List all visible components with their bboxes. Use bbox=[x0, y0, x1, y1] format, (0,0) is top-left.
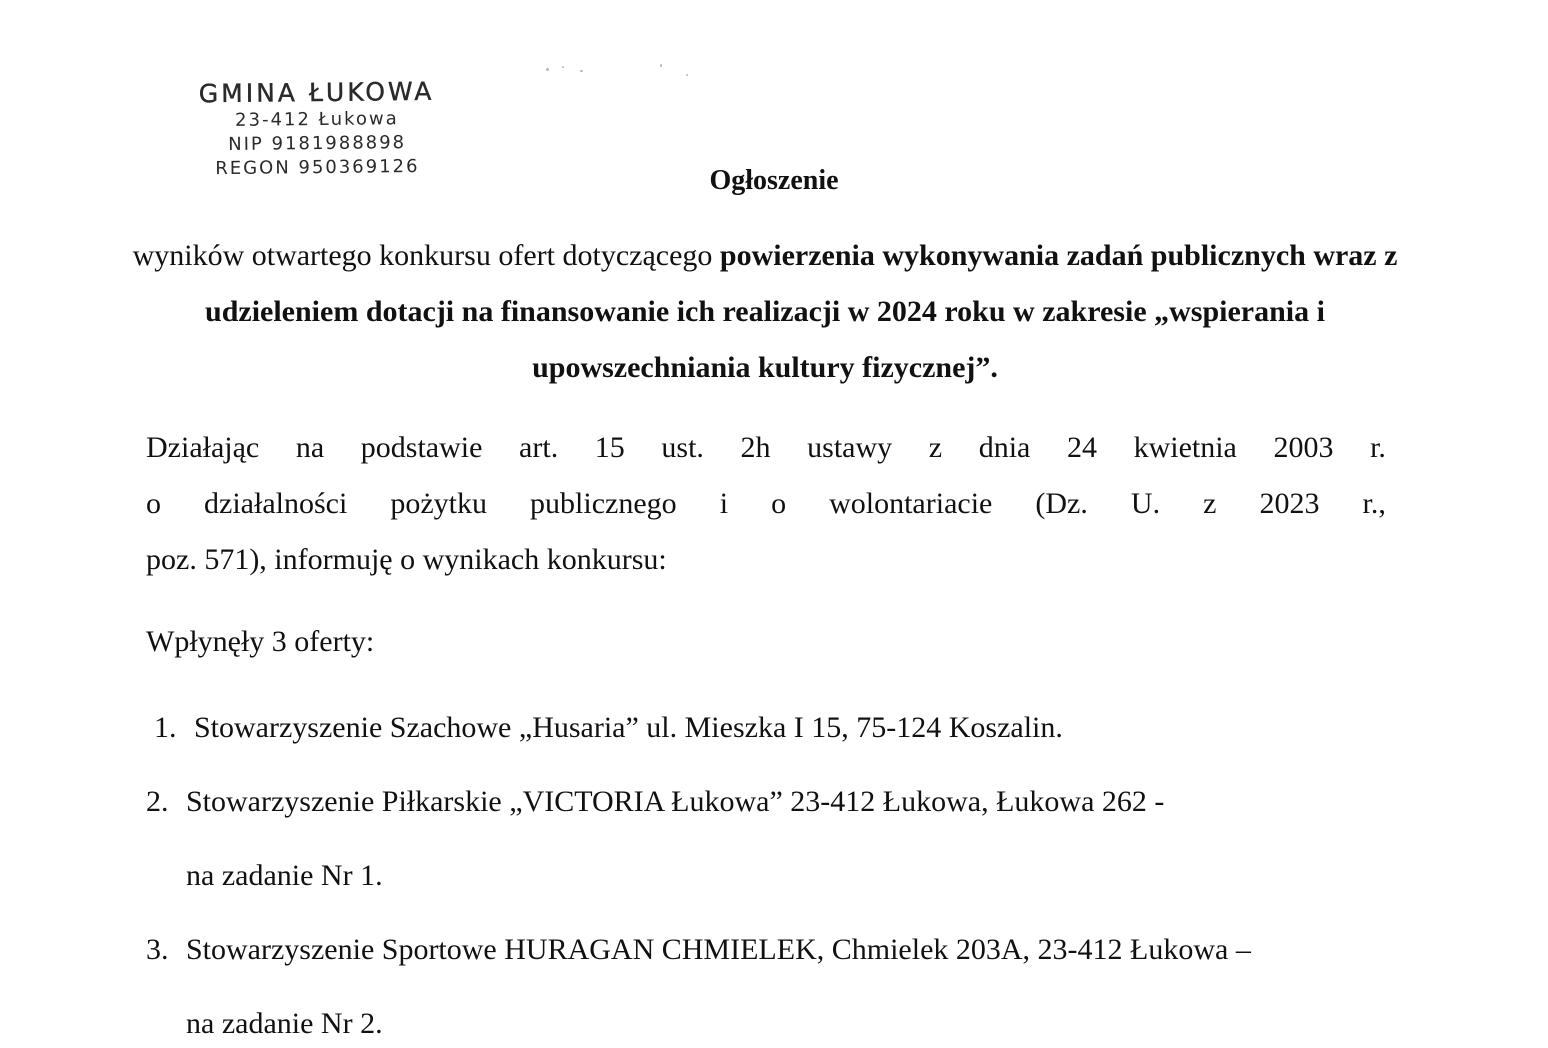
legal-word: o bbox=[771, 487, 787, 520]
legal-word: r. bbox=[1370, 431, 1386, 464]
offer-item-2-continuation: na zadanie Nr 1. bbox=[186, 859, 383, 892]
legal-word: 2003 bbox=[1273, 431, 1334, 464]
legal-word: z bbox=[1203, 487, 1217, 520]
legal-basis-paragraph bbox=[146, 420, 1386, 588]
offer-item-1 bbox=[154, 704, 1063, 752]
legal-word: ust. bbox=[661, 431, 704, 464]
offer-text: Stowarzyszenie Piłkarskie „VICTORIA Łukowa” 23-412 Łukowa, Łukowa 262 - bbox=[186, 785, 1165, 818]
legal-word: publicznego bbox=[530, 487, 677, 520]
legal-word: wolontariacie bbox=[829, 487, 993, 520]
offer-item-3 bbox=[146, 926, 1251, 974]
legal-word: (Dz. bbox=[1035, 487, 1088, 520]
legal-word: r., bbox=[1362, 487, 1386, 520]
legal-basis-line-1 bbox=[146, 420, 1386, 476]
subject-bold-text: powierzenia wykonywania zadań publicznych wraz z udzieleniem dotacji na finansowanie ich realizacji w 2024 roku w zakresie „wspierania i upowszechniania kultury fizycznej”. bbox=[205, 239, 1398, 384]
scan-specks bbox=[540, 60, 700, 80]
legal-word: 2023 bbox=[1259, 487, 1320, 520]
subject-plain-text: wyników otwartego konkursu ofert dotyczącego bbox=[132, 239, 720, 272]
legal-word: działalności bbox=[204, 487, 348, 520]
legal-word: U. bbox=[1130, 487, 1161, 520]
legal-word: Działając bbox=[146, 431, 260, 464]
legal-word: 24 bbox=[1066, 431, 1097, 464]
offer-item-2 bbox=[146, 778, 1164, 826]
offer-text: Stowarzyszenie Sportowe HURAGAN CHMIELEK, Chmielek 203A, 23-412 Łukowa – bbox=[186, 933, 1251, 966]
stamp-title: GMINA ŁUKOWA bbox=[198, 76, 435, 109]
document-heading: Ogłoszenie bbox=[709, 165, 839, 196]
legal-word: i bbox=[719, 487, 729, 520]
offers-intro: Wpłynęły 3 oferty: bbox=[146, 625, 375, 658]
legal-word: na bbox=[295, 431, 325, 464]
legal-word: pożytku bbox=[390, 487, 487, 520]
offer-item-3-continuation: na zadanie Nr 2. bbox=[186, 1007, 383, 1040]
legal-basis-line-2 bbox=[146, 476, 1386, 532]
offer-number: 3. bbox=[146, 933, 169, 966]
legal-word: kwietnia bbox=[1133, 431, 1237, 464]
legal-word: ustawy bbox=[807, 431, 893, 464]
offer-number: 1. bbox=[154, 711, 177, 744]
announcement-subject bbox=[120, 228, 1410, 396]
legal-basis-line-3: poz. 571), informuję o wynikach konkursu: bbox=[146, 543, 667, 576]
legal-word: z bbox=[928, 431, 943, 464]
legal-word: 15 bbox=[594, 431, 625, 464]
legal-word: podstawie bbox=[360, 431, 483, 464]
legal-word: o bbox=[146, 487, 161, 520]
stamp-address: 23-412 Łukowa bbox=[235, 108, 399, 131]
legal-word: art. bbox=[519, 431, 559, 464]
offer-text: Stowarzyszenie Szachowe „Husaria” ul. Mieszka I 15, 75-124 Koszalin. bbox=[194, 711, 1063, 744]
offer-number: 2. bbox=[146, 785, 169, 818]
legal-word: 2h bbox=[740, 431, 771, 464]
stamp-regon: REGON 950369126 bbox=[215, 155, 420, 180]
stamp-nip: NIP 9181988898 bbox=[228, 132, 407, 155]
legal-word: dnia bbox=[978, 431, 1031, 464]
